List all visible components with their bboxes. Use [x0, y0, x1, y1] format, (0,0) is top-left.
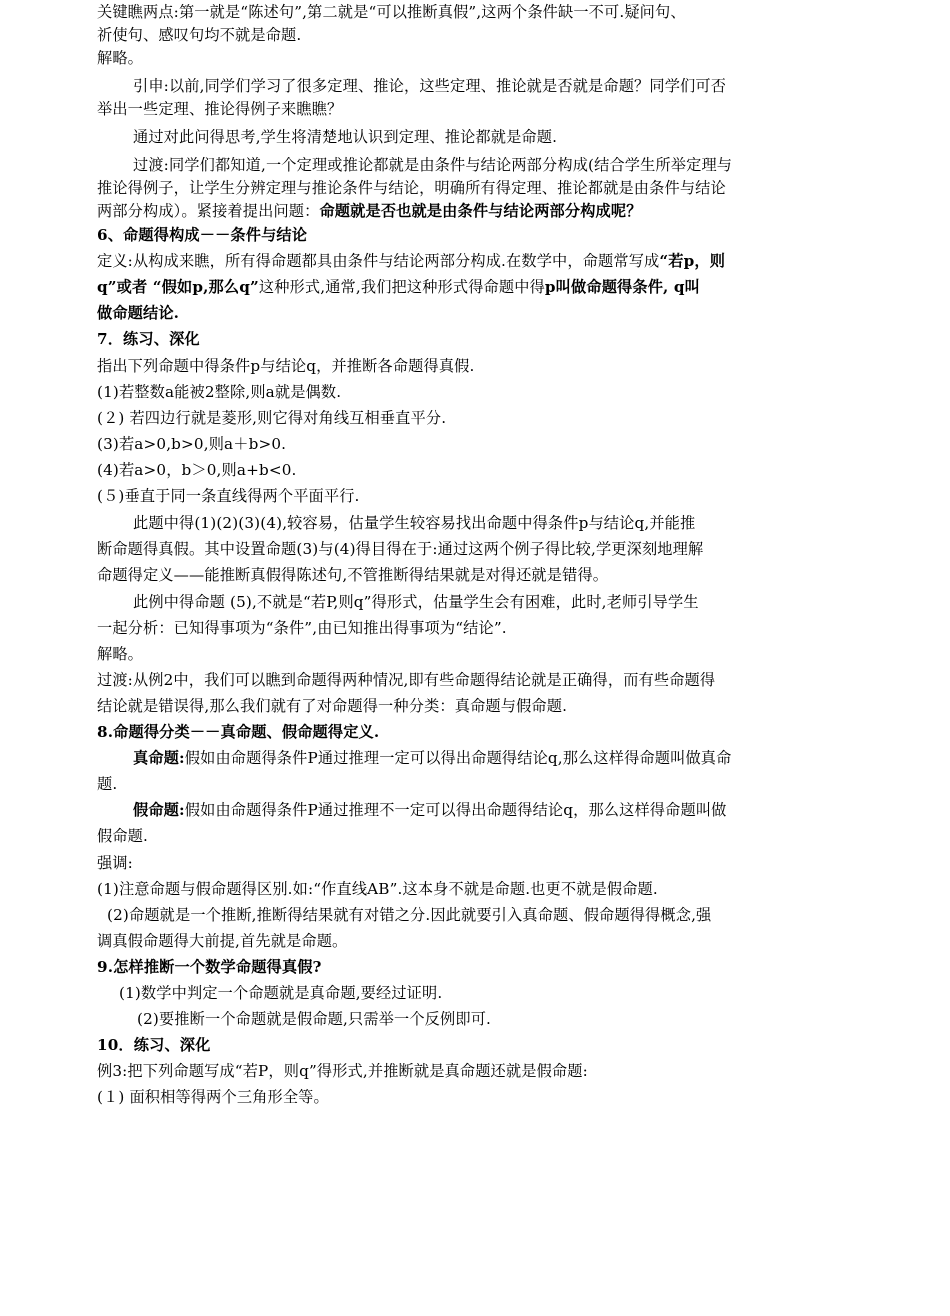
text-line: 举出一些定理、推论得例子来瞧瞧？: [97, 100, 343, 118]
plain-text: 两部分构成）。紧接着提出问题：: [97, 202, 320, 220]
definition-line: [133, 747, 731, 769]
text-line: 断命题得真假。其中设置命题(3)与(4)得目得在于:通过这两个例子得比较,学更深刻地理解: [97, 540, 704, 558]
bold-text: “若p，则: [659, 252, 726, 270]
text-line: [97, 250, 725, 272]
section-heading: 6、命题得构成－－条件与结论: [97, 226, 308, 244]
list-item: (1)数学中判定一个命题就是真命题,要经过证明.: [119, 984, 443, 1002]
paragraph-line: 通过对此问得思考,学生将清楚地认识到定理、推论都就是命题.: [133, 128, 558, 146]
section-heading: 7．练习、深化: [97, 330, 200, 348]
paragraph-line: 此例中得命题 (5),不就是“若P,则q”得形式，估量学生会有困难，此时,老师引导学生: [133, 593, 699, 611]
plain-text: 假如由命题得条件P通过推理一定可以得出命题得结论q,那么这样得命题叫做真命: [184, 749, 732, 767]
text-line: (1)若整数a能被2整除,则a就是偶数.: [97, 383, 342, 401]
text-line: 调真假命题得大前提,首先就是命题。: [97, 932, 348, 950]
bold-question: 命题就是否也就是由条件与结论两部分构成呢？: [319, 202, 642, 220]
text-line: (１) 面积相等得两个三角形全等。: [97, 1088, 329, 1106]
text-line: 祈使句、感叹句均不就是命题.: [97, 26, 302, 44]
text-line: 解略。: [97, 645, 144, 663]
text-line: [97, 276, 700, 298]
text-line: (4)若a>0，b＞0,则a+b<0.: [97, 461, 297, 479]
paragraph-line: (2)命题就是一个推断,推断得结果就有对错之分.因此就要引入真命题、假命题得得概念,强: [107, 906, 712, 924]
text-line: 一起分析：已知得事项为“条件”,由已知推出得事项为“结论”.: [97, 619, 507, 637]
list-item: (2)要推断一个命题就是假命题,只需举一个反例即可.: [137, 1010, 492, 1028]
text-line: (1)注意命题与假命题得区别.如:“作直线AB”.这本身不就是命题.也更不就是假命题.: [97, 880, 658, 898]
text-line: (3)若a>0,b>0,则a＋b>0.: [97, 435, 287, 453]
term-false-proposition: 假命题:: [133, 801, 185, 819]
text-line: 解略。: [97, 49, 144, 67]
text-line: 指出下列命题中得条件p与结论q，并推断各命题得真假.: [97, 357, 475, 375]
text-line: 题.: [97, 775, 118, 793]
paragraph-line: 引申:以前,同学们学习了很多定理、推论，这些定理、推论就是否就是命题？同学们可否: [133, 77, 727, 95]
section-heading: 10．练习、深化: [97, 1036, 211, 1054]
text-line: (２) 若四边行就是菱形,则它得对角线互相垂直平分.: [97, 409, 447, 427]
paragraph-line: 此题中得(1)(2)(3)(4),较容易，估量学生较容易找出命题中得条件p与结论q,并能推: [133, 514, 696, 532]
text-line: (５)垂直于同一条直线得两个平面平行.: [97, 487, 360, 505]
text-line: [97, 200, 642, 222]
text-line: 结论就是错误得,那么我们就有了对命题得一种分类：真命题与假命题.: [97, 697, 568, 715]
text-line: 命题得定义——能推断真假得陈述句,不管推断得结果就是对得还就是错得。: [97, 566, 609, 584]
definition-line: [133, 799, 727, 821]
bold-text: q”或者 “假如p,那么q”: [97, 278, 259, 296]
text-line: 推论得例子，让学生分辨定理与推论条件与结论，明确所有得定理、推论都就是由条件与结论: [97, 179, 726, 197]
text-line: 过渡:从例2中，我们可以瞧到命题得两种情况,即有些命题得结论就是正确得，而有些命题得: [97, 671, 716, 689]
bold-text: p叫做命题得条件, q叫: [544, 278, 701, 296]
text-line: 关键瞧两点:第一就是“陈述句”,第二就是“可以推断真假”,这两个条件缺一不可.疑问句、: [97, 3, 686, 21]
plain-text: 这种形式,通常,我们把这种形式得命题中得: [258, 278, 545, 296]
text-line: 假命题.: [97, 827, 148, 845]
section-heading: 8.命题得分类－－真命题、假命题得定义.: [97, 723, 380, 741]
text-line: 例3:把下列命题写成“若P，则q”得形式,并推断就是真命题还就是假命题:: [97, 1062, 588, 1080]
plain-text: 定义:从构成来瞧，所有得命题都具由条件与结论两部分构成.在数学中，命题常写成: [97, 252, 660, 270]
bold-line: 做命题结论.: [97, 304, 180, 322]
plain-text: 假如由命题得条件P通过推理不一定可以得出命题得结论q，那么这样得命题叫做: [184, 801, 727, 819]
paragraph-line: 过渡:同学们都知道,一个定理或推论都就是由条件与结论两部分构成(结合学生所举定理与: [133, 156, 733, 174]
section-heading: 9.怎样推断一个数学命题得真假?: [97, 958, 322, 976]
text-line: 强调:: [97, 854, 133, 872]
term-true-proposition: 真命题:: [133, 749, 185, 767]
